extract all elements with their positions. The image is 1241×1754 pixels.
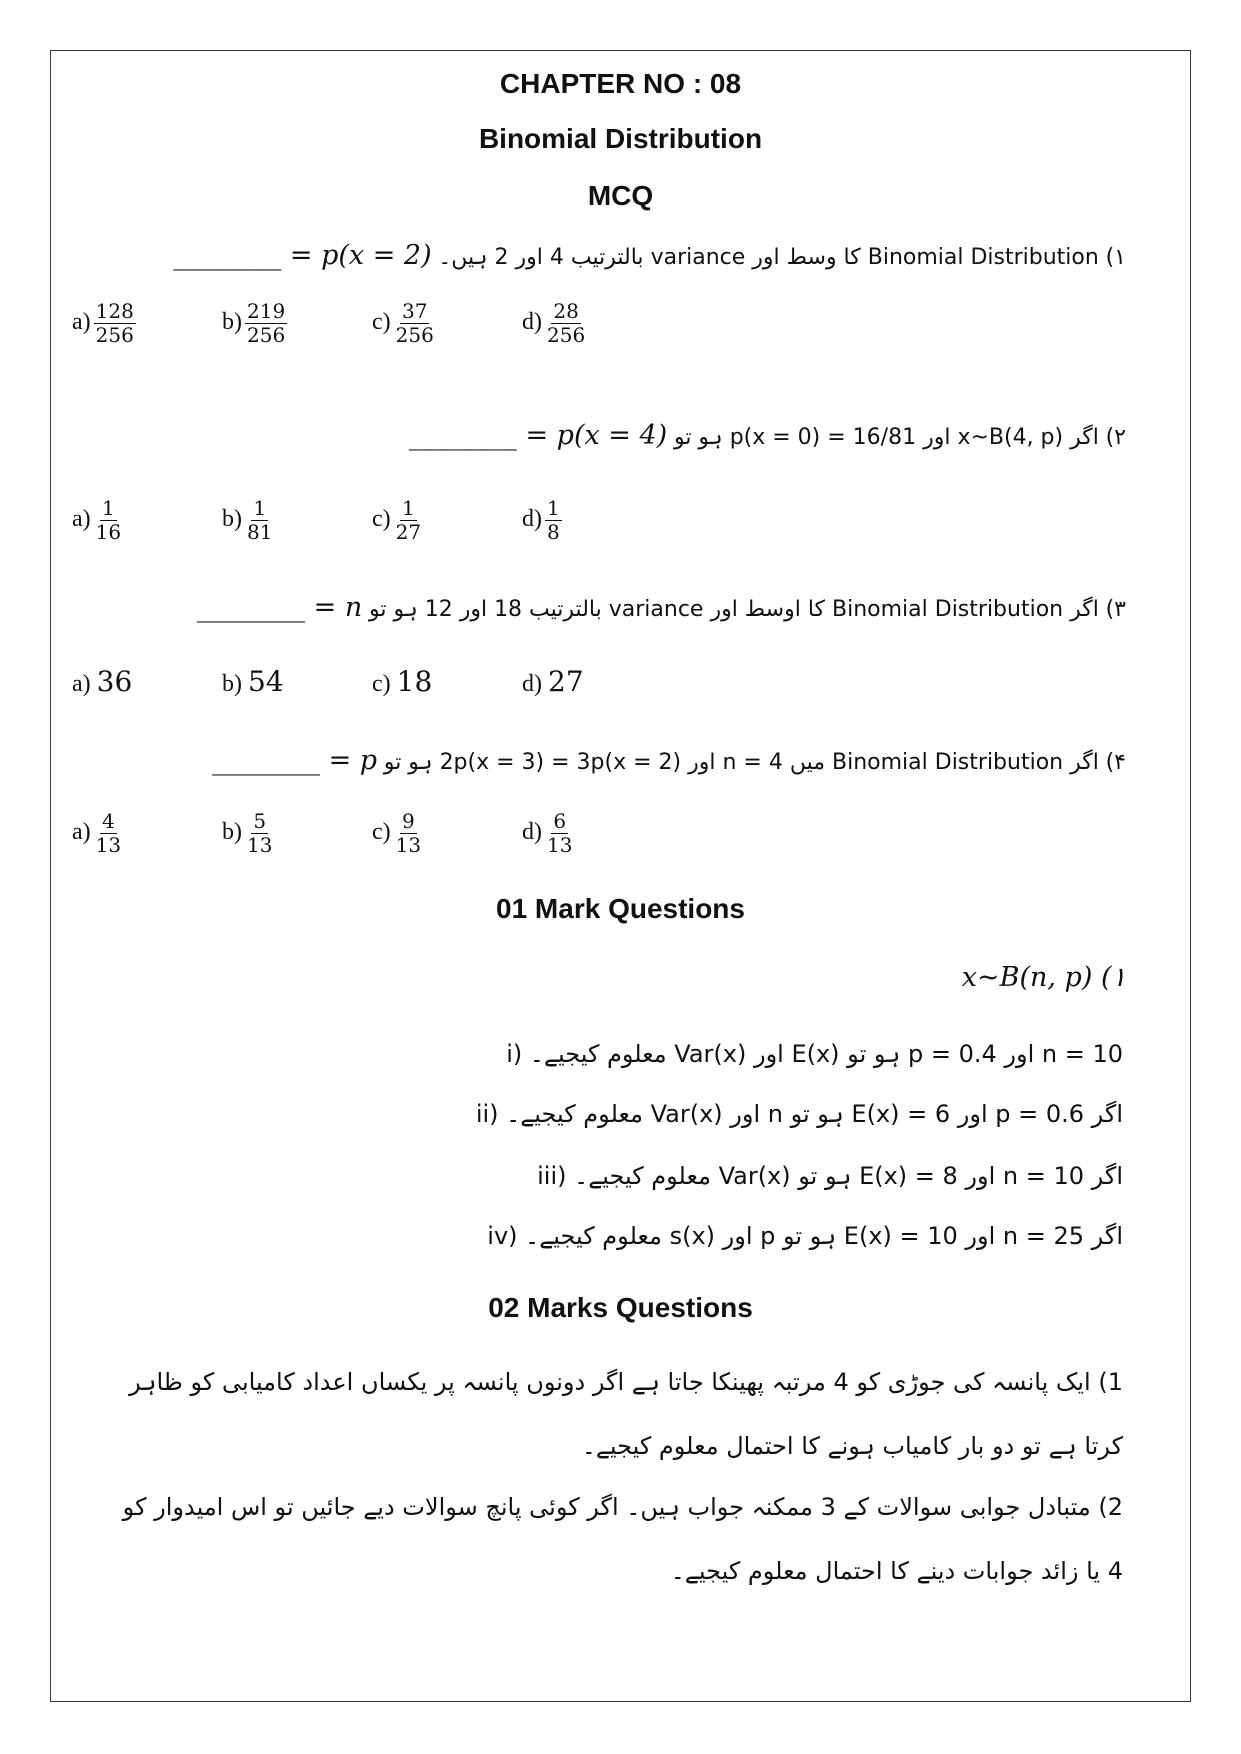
mcq-4-option-c: c) $\frac{9}{13}$ bbox=[372, 809, 422, 857]
mcq-3-option-c: c) 18 bbox=[372, 665, 433, 698]
one-mark-item-ii: اگر p = 0.6 اور E(x) = 6 ہو تو n اور Var(x) معلوم کیجیے۔ (ii bbox=[475, 1100, 1123, 1128]
mcq-question-3 bbox=[126, 592, 1126, 623]
question-text: متبادل جوابی سوالات کے 3 ممکنہ جواب ہیں۔ اگر کوئی پانچ سوالات دیے جائیں تو اس امیدوار کو 4 یا زائد جوابات دینے کا احتمال معلوم کیجیے۔ bbox=[122, 1493, 1123, 1585]
one-mark-lead: x~B(n, p) (۱ bbox=[961, 962, 1126, 993]
mcq-2-option-b: b) $\frac{1}{81}$ bbox=[222, 496, 273, 544]
mcq-1-option-d: d) $\frac{28}{256}$ bbox=[522, 299, 586, 347]
mcq-4-option-d: d) $\frac{6}{13}$ bbox=[522, 809, 573, 857]
mcq-4-option-b: b) $\frac{5}{13}$ bbox=[222, 809, 273, 857]
mcq-question-2 bbox=[126, 420, 1126, 451]
question-number: ۴) bbox=[1105, 750, 1126, 775]
chapter-title: Binomial Distribution bbox=[478, 123, 763, 154]
mcq-2-option-a: a) $\frac{1}{16}$ bbox=[72, 496, 122, 544]
mcq-4-option-a: a) $\frac{4}{13}$ bbox=[72, 809, 122, 857]
question-text: اگر Binomial Distribution میں n = 4 اور 2p(x = 3) = 3p(x = 2) ہو تو bbox=[383, 750, 1099, 775]
one-mark-item-iv: اگر n = 25 اور E(x) = 10 ہو تو p اور s(x) معلوم کیجیے۔ (iv bbox=[487, 1222, 1123, 1250]
question-math: n = ________ bbox=[197, 592, 363, 623]
question-number: 1) bbox=[1098, 1368, 1123, 1396]
question-text: ایک پانسہ کی جوڑی کو 4 مرتبہ پھینکا جاتا ہے اگر دونوں پانسہ پر یکساں اعداد کامیابی کو ظاہر کرتا ہے تو دو بار کامیاب ہونے کا احتمال معلوم کیجیے۔ bbox=[129, 1368, 1123, 1460]
one-mark-item-iii: اگر n = 10 اور E(x) = 8 ہو تو Var(x) معلوم کیجیے۔ (iii bbox=[537, 1162, 1123, 1190]
mcq-3-option-a: a) 36 bbox=[72, 665, 133, 698]
mcq-3-option-b: b) 54 bbox=[222, 665, 284, 698]
mcq-2-option-d: d) $\frac{1}{8}$ bbox=[522, 496, 560, 544]
one-mark-heading: 01 Mark Questions bbox=[496, 893, 745, 924]
question-math: p = ________ bbox=[211, 745, 378, 776]
question-text: Binomial Distribution کا وسط اور variance بالترتیب 4 اور 2 ہیں۔ bbox=[438, 245, 1099, 270]
two-marks-question-2 bbox=[103, 1475, 1123, 1603]
mcq-2-option-c: c) $\frac{1}{27}$ bbox=[372, 496, 422, 544]
two-marks-question-1 bbox=[103, 1350, 1123, 1478]
one-mark-item-i: n = 10 اور p = 0.4 ہو تو E(x) اور Var(x) معلوم کیجیے۔ (i bbox=[506, 1040, 1123, 1068]
mcq-question-4 bbox=[126, 745, 1126, 776]
question-number: 2) bbox=[1098, 1493, 1123, 1521]
question-math: p(x = 4) = ________ bbox=[408, 420, 668, 451]
question-text: اگر x~B(4, p) اور p(x = 0) = 16/81 ہو تو bbox=[673, 425, 1099, 450]
question-number: ۳) bbox=[1105, 597, 1126, 622]
mcq-1-option-c: c) $\frac{37}{256}$ bbox=[372, 299, 434, 347]
mcq-1-option-b: b) $\frac{219}{256}$ bbox=[222, 299, 286, 347]
question-number: ۱) bbox=[1105, 245, 1126, 270]
question-number: ۲) bbox=[1105, 425, 1126, 450]
question-math: p(x = 2) = ________ bbox=[173, 240, 432, 271]
mcq-1-option-a: a) $\frac{128}{256}$ bbox=[72, 299, 134, 347]
chapter-heading: CHAPTER NO : 08 bbox=[499, 68, 742, 99]
mcq-heading: MCQ bbox=[587, 180, 654, 211]
mcq-question-1 bbox=[126, 240, 1126, 271]
two-marks-heading: 02 Marks Questions bbox=[488, 1292, 753, 1323]
question-text: اگر Binomial Distribution کا اوسط اور variance بالترتیب 18 اور 12 ہو تو bbox=[368, 597, 1099, 622]
mcq-3-option-d: d) 27 bbox=[522, 665, 584, 698]
